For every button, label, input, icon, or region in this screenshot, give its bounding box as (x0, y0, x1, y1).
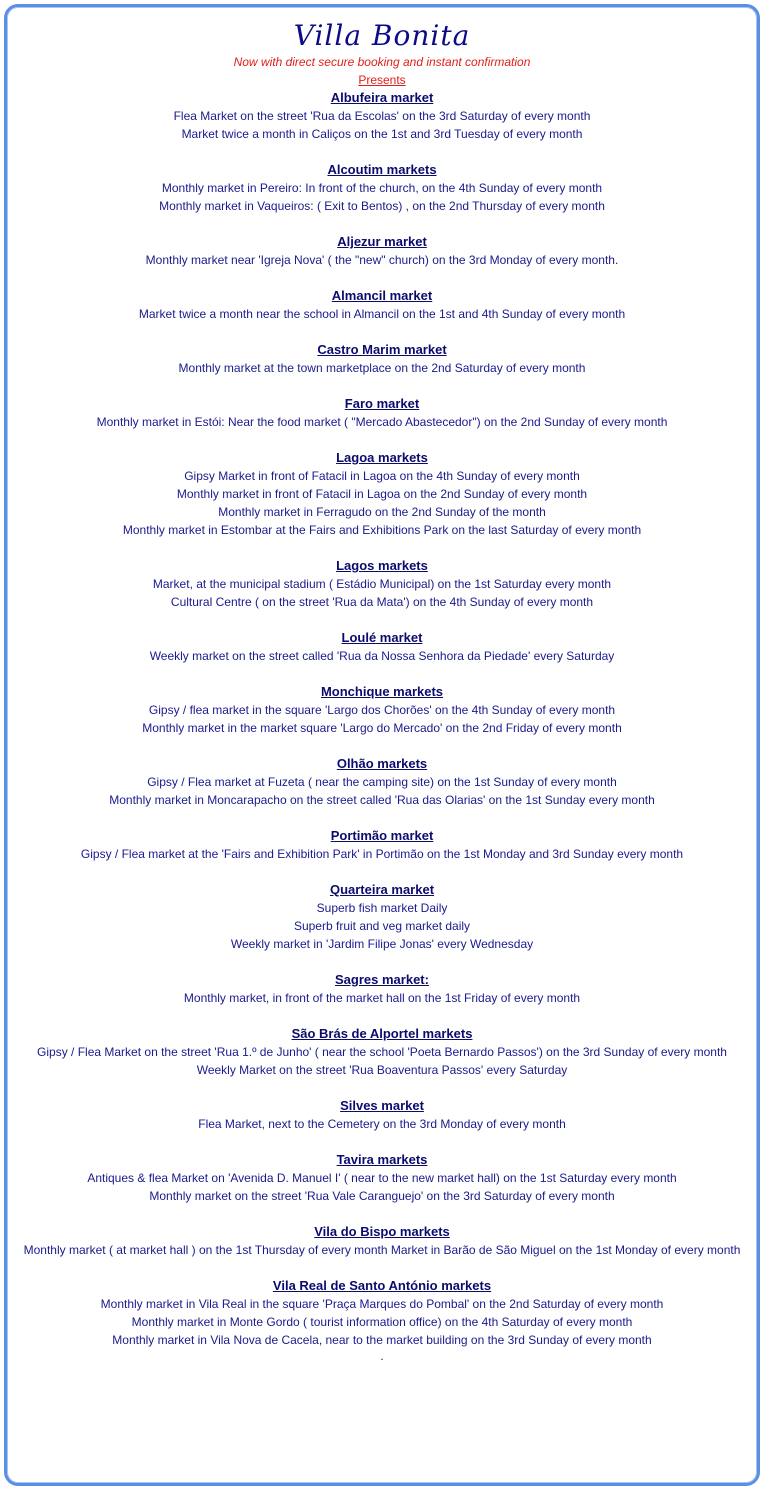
market-line: Superb fruit and veg market daily (293, 919, 471, 933)
market-line: Gipsy / flea market in the square 'Largo dos Chorões' on the 4th Sunday of every month (148, 703, 616, 717)
market-section (7, 881, 757, 953)
section-heading[interactable]: Albufeira market (330, 90, 434, 105)
market-line: Monthly market in Vila Real in the square 'Praça Marques do Pombal' on the 2nd Saturday of every month (100, 1297, 664, 1311)
market-section (7, 1025, 757, 1079)
section-heading[interactable]: Faro market (344, 396, 420, 411)
market-section (7, 755, 757, 809)
market-line: Weekly market on the street called 'Rua da Nossa Senhora da Piedade' every Saturday (149, 649, 615, 663)
market-line: Market, at the municipal stadium ( Estádio Municipal) on the 1st Saturday every month (152, 577, 612, 591)
market-section (7, 89, 757, 143)
market-line: Weekly Market on the street 'Rua Boaventura Passos' every Saturday (196, 1063, 568, 1077)
market-line: Gipsy / Flea Market on the street 'Rua 1.º de Junho' ( near the school 'Poeta Bernardo Passos') on the 3rd Sunday of every month (37, 1045, 727, 1059)
site-title[interactable]: Villa Bonita (293, 19, 471, 52)
section-heading[interactable]: Loulé market (341, 630, 423, 645)
market-line: Monthly market in Pereiro: In front of the church, on the 4th Sunday of every month (161, 181, 603, 195)
market-section (7, 287, 757, 323)
section-heading[interactable]: Vila do Bispo markets (314, 1224, 450, 1239)
tagline: Now with direct secure booking and instant confirmation (233, 55, 531, 69)
market-section (7, 827, 757, 863)
section-heading[interactable]: Castro Marim market (317, 342, 447, 357)
section-heading[interactable]: Sagres market: (335, 972, 429, 987)
market-section (7, 233, 757, 269)
section-heading[interactable]: Lagos markets (336, 558, 428, 573)
section-heading[interactable]: Almancil market (331, 288, 433, 303)
market-line: Monthly market in Estói: Near the food market ( "Mercado Abastecedor") on the 2nd Sunday of every month (96, 415, 668, 429)
market-line: Monthly market on the street 'Rua Vale Caranguejo' on the 3rd Saturday of every month (149, 1189, 615, 1203)
section-heading[interactable]: Lagoa markets (336, 450, 428, 465)
content (7, 19, 757, 1363)
section-heading[interactable]: Quarteira market (329, 882, 435, 897)
market-section (7, 683, 757, 737)
market-line: Monthly market in front of Fatacil in Lagoa on the 2nd Sunday of every month (176, 487, 588, 501)
market-section (7, 341, 757, 377)
market-line: Flea Market, next to the Cemetery on the 3rd Monday of every month (198, 1117, 566, 1131)
section-heading[interactable]: Alcoutim markets (327, 162, 437, 177)
market-line: Market twice a month in Caliços on the 1st and 3rd Tuesday of every month (181, 127, 583, 141)
market-line: Monthly market in Estombar at the Fairs and Exhibitions Park on the last Saturday of every month (122, 523, 642, 537)
footer-mark: . (380, 1349, 384, 1363)
market-line: Monthly market at the town marketplace on the 2nd Saturday of every month (178, 361, 586, 375)
market-line: Monthly market near 'Igreja Nova' ( the "new" church) on the 3rd Monday of every month. (145, 253, 619, 267)
market-section (7, 161, 757, 215)
market-line: Weekly market in 'Jardim Filipe Jonas' every Wednesday (230, 937, 534, 951)
market-section (7, 449, 757, 539)
market-section (7, 1097, 757, 1133)
market-line: Monthly market in Monte Gordo ( tourist information office) on the 4th Saturday of every month (131, 1315, 633, 1329)
market-line: Monthly market ( at market hall ) on the 1st Thursday of every month Market in Barão de São Miguel on the 1st Monday of every month (23, 1243, 741, 1257)
market-line: Flea Market on the street 'Rua da Escolas' on the 3rd Saturday of every month (173, 109, 591, 123)
market-line: Antiques & flea Market on 'Avenida D. Manuel I' ( near to the new market hall) on the 1st Saturday every month (87, 1171, 677, 1185)
section-heading[interactable]: Vila Real de Santo António markets (272, 1278, 492, 1293)
page-frame (4, 4, 760, 1486)
market-section (7, 1277, 757, 1349)
market-line: Monthly market in Vaqueiros: ( Exit to Bentos) , on the 2nd Thursday of every month (159, 199, 605, 213)
market-line: Market twice a month near the school in Almancil on the 1st and 4th Sunday of every month (138, 307, 626, 321)
section-heading[interactable]: Silves market (340, 1098, 424, 1113)
market-line: Superb fish market Daily (316, 901, 448, 915)
market-line: Monthly market in Vila Nova de Cacela, near to the market building on the 3rd Sunday of every month (112, 1333, 652, 1347)
market-section (7, 971, 757, 1007)
section-heading[interactable]: Monchique markets (320, 684, 444, 699)
section-heading[interactable]: Aljezur market (337, 234, 427, 249)
market-line: Gipsy / Flea market at the 'Fairs and Exhibition Park' in Portimão on the 1st Monday and 3rd Sunday every month (80, 847, 684, 861)
market-section (7, 629, 757, 665)
market-sections (7, 89, 757, 1349)
market-line: Gipsy / Flea market at Fuzeta ( near the camping site) on the 1st Sunday of every month (147, 775, 617, 789)
market-line: Cultural Centre ( on the street 'Rua da Mata') on the 4th Sunday of every month (170, 595, 594, 609)
market-line: Monthly market in Ferragudo on the 2nd Sunday of the month (218, 505, 546, 519)
market-section (7, 1223, 757, 1259)
market-section (7, 557, 757, 611)
presents-link[interactable]: Presents (358, 73, 406, 87)
market-section (7, 1151, 757, 1205)
market-line: Monthly market, in front of the market hall on the 1st Friday of every month (183, 991, 581, 1005)
section-heading[interactable]: Tavira markets (336, 1152, 428, 1167)
section-heading[interactable]: São Brás de Alportel markets (291, 1026, 473, 1041)
market-section (7, 395, 757, 431)
market-line: Monthly market in the market square 'Largo do Mercado' on the 2nd Friday of every month (142, 721, 622, 735)
section-heading[interactable]: Portimão market (330, 828, 434, 843)
market-line: Gipsy Market in front of Fatacil in Lagoa on the 4th Sunday of every month (184, 469, 580, 483)
section-heading[interactable]: Olhão markets (336, 756, 428, 771)
market-line: Monthly market in Moncarapacho on the street called 'Rua das Olarias' on the 1st Sunday every month (109, 793, 655, 807)
